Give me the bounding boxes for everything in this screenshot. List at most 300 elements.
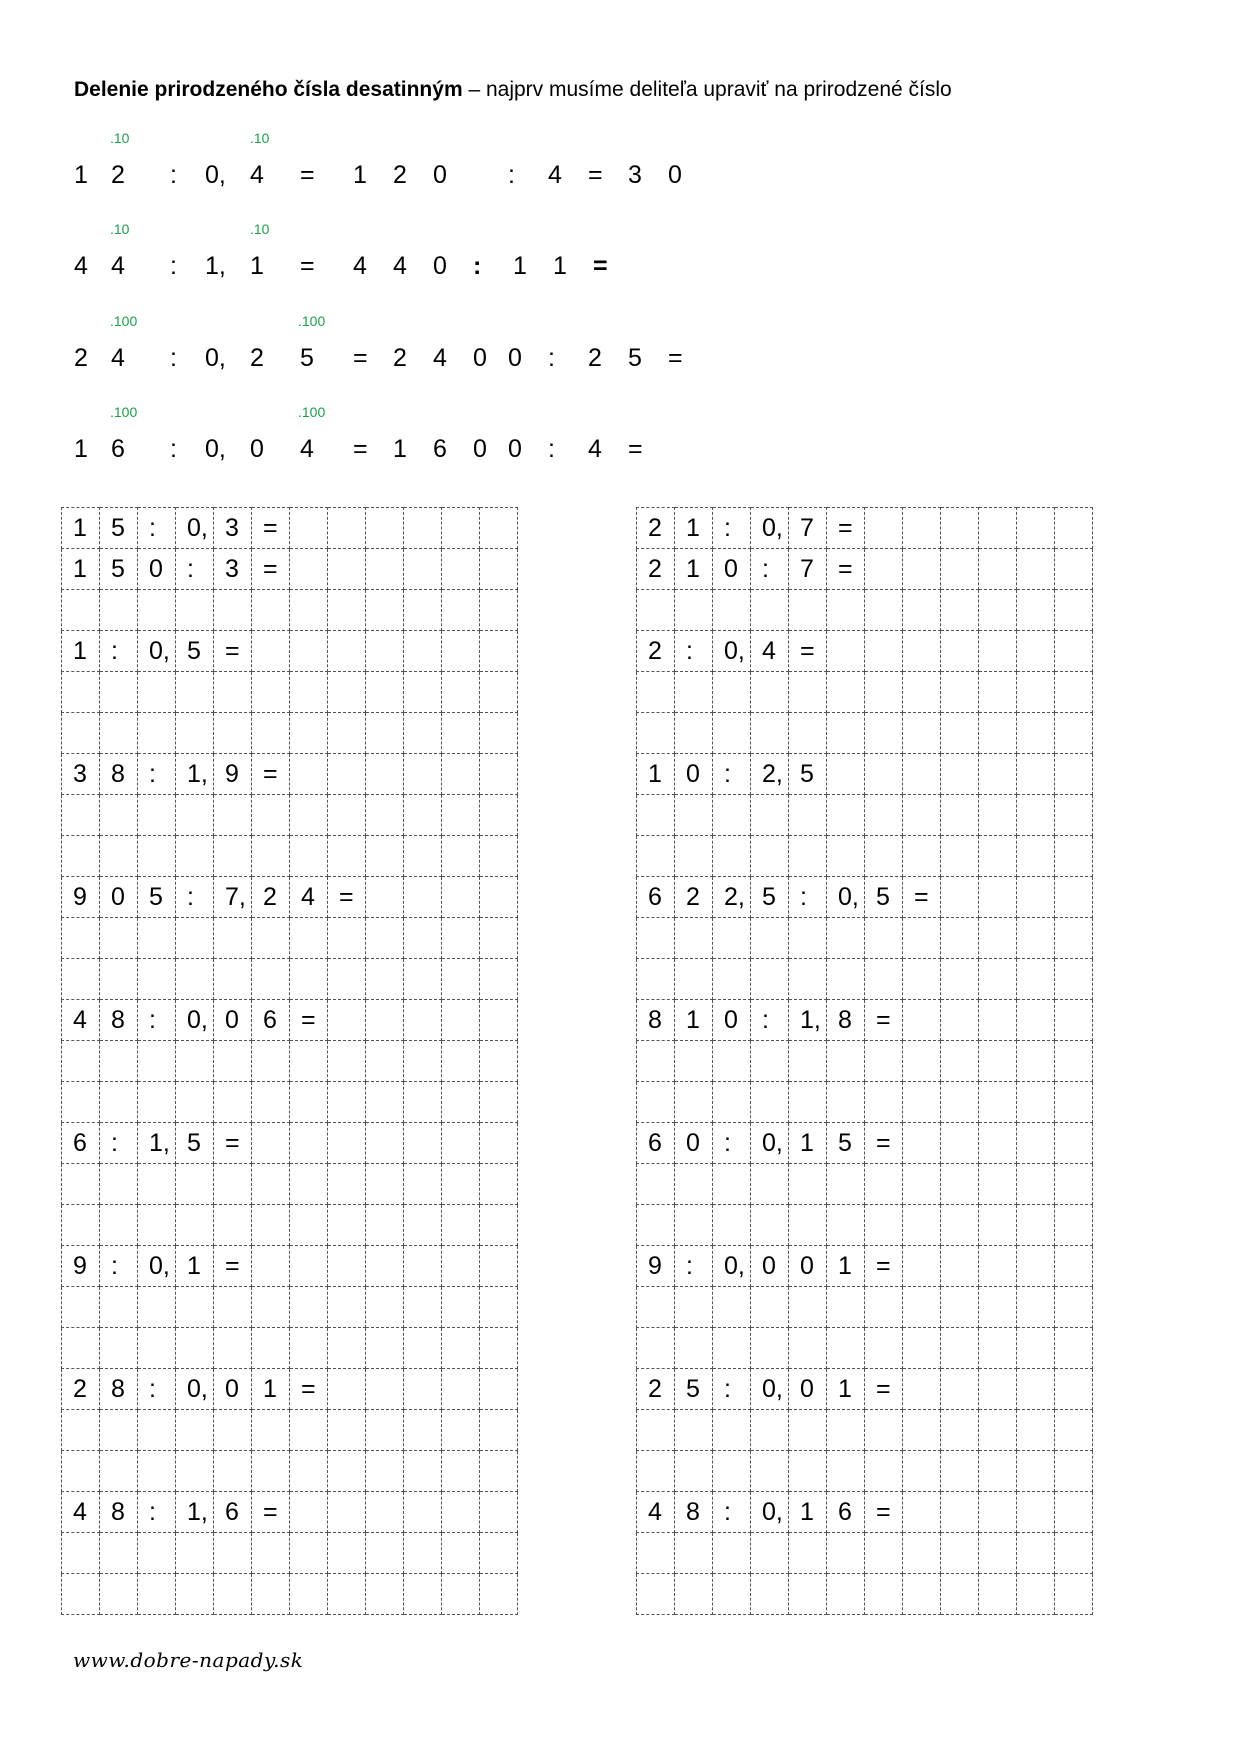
grid-cell[interactable] <box>751 959 789 1000</box>
grid-cell[interactable]: 2 <box>637 1369 675 1410</box>
grid-cell[interactable] <box>366 1492 404 1533</box>
grid-cell[interactable] <box>480 549 518 590</box>
grid-cell[interactable] <box>941 918 979 959</box>
grid-cell[interactable]: = <box>903 877 941 918</box>
grid-cell[interactable] <box>62 1205 100 1246</box>
grid-cell[interactable] <box>1017 1164 1055 1205</box>
grid-cell[interactable] <box>941 1205 979 1246</box>
grid-cell[interactable] <box>100 713 138 754</box>
grid-cell[interactable]: 2 <box>252 877 290 918</box>
grid-cell[interactable] <box>903 918 941 959</box>
grid-cell[interactable] <box>214 1328 252 1369</box>
grid-cell[interactable] <box>751 713 789 754</box>
grid-cell[interactable] <box>637 1164 675 1205</box>
grid-cell[interactable] <box>214 836 252 877</box>
grid-cell[interactable] <box>865 959 903 1000</box>
grid-cell[interactable]: : <box>100 631 138 672</box>
grid-cell[interactable]: 2 <box>675 877 713 918</box>
grid-cell[interactable] <box>480 672 518 713</box>
grid-cell[interactable] <box>442 959 480 1000</box>
grid-cell[interactable]: 1 <box>637 754 675 795</box>
grid-cell[interactable] <box>1055 1328 1093 1369</box>
grid-cell[interactable] <box>751 1287 789 1328</box>
grid-cell[interactable] <box>637 713 675 754</box>
grid-cell[interactable] <box>442 836 480 877</box>
grid-cell[interactable]: 8 <box>637 1000 675 1041</box>
grid-cell[interactable] <box>442 1287 480 1328</box>
grid-cell[interactable] <box>366 795 404 836</box>
grid-cell[interactable] <box>1055 1041 1093 1082</box>
grid-cell[interactable] <box>1017 918 1055 959</box>
grid-cell[interactable] <box>366 1164 404 1205</box>
grid-cell[interactable] <box>1017 1369 1055 1410</box>
grid-cell[interactable] <box>328 1328 366 1369</box>
grid-cell[interactable] <box>1055 713 1093 754</box>
grid-cell[interactable] <box>903 1205 941 1246</box>
grid-cell[interactable] <box>442 1574 480 1615</box>
grid-cell[interactable]: 5 <box>865 877 903 918</box>
grid-cell[interactable]: 6 <box>637 877 675 918</box>
grid-cell[interactable] <box>62 1533 100 1574</box>
grid-cell[interactable]: 1 <box>675 508 713 549</box>
grid-cell[interactable] <box>903 836 941 877</box>
grid-cell[interactable] <box>176 1205 214 1246</box>
grid-cell[interactable] <box>252 1041 290 1082</box>
grid-cell[interactable]: 6 <box>214 1492 252 1533</box>
grid-cell[interactable] <box>100 1205 138 1246</box>
grid-cell[interactable]: 0 <box>751 1246 789 1287</box>
grid-cell[interactable] <box>100 1328 138 1369</box>
grid-cell[interactable] <box>941 1000 979 1041</box>
grid-cell[interactable] <box>328 508 366 549</box>
grid-cell[interactable] <box>328 1287 366 1328</box>
grid-cell[interactable] <box>100 1451 138 1492</box>
grid-cell[interactable] <box>62 1328 100 1369</box>
grid-cell[interactable]: 5 <box>100 549 138 590</box>
grid-cell[interactable] <box>442 672 480 713</box>
grid-cell[interactable]: = <box>214 1123 252 1164</box>
grid-cell[interactable] <box>675 959 713 1000</box>
grid-cell[interactable] <box>252 836 290 877</box>
grid-cell[interactable] <box>290 795 328 836</box>
grid-cell[interactable] <box>751 1205 789 1246</box>
grid-cell[interactable] <box>442 1082 480 1123</box>
grid-cell[interactable] <box>979 1082 1017 1123</box>
grid-cell[interactable] <box>675 590 713 631</box>
grid-cell[interactable]: : <box>138 754 176 795</box>
grid-cell[interactable]: 0, <box>176 1000 214 1041</box>
grid-cell[interactable] <box>1017 1410 1055 1451</box>
grid-cell[interactable] <box>138 1205 176 1246</box>
grid-cell[interactable] <box>941 1041 979 1082</box>
grid-cell[interactable] <box>979 754 1017 795</box>
grid-cell[interactable] <box>865 795 903 836</box>
grid-cell[interactable] <box>442 1205 480 1246</box>
grid-cell[interactable] <box>480 1328 518 1369</box>
grid-cell[interactable] <box>713 1533 751 1574</box>
grid-cell[interactable] <box>713 1205 751 1246</box>
grid-cell[interactable] <box>941 1246 979 1287</box>
grid-cell[interactable] <box>404 631 442 672</box>
grid-cell[interactable] <box>789 959 827 1000</box>
grid-cell[interactable] <box>675 672 713 713</box>
grid-cell[interactable]: = <box>865 1369 903 1410</box>
grid-cell[interactable] <box>979 508 1017 549</box>
grid-cell[interactable] <box>637 1533 675 1574</box>
grid-cell[interactable] <box>941 1082 979 1123</box>
grid-cell[interactable] <box>366 1000 404 1041</box>
grid-cell[interactable] <box>214 590 252 631</box>
grid-cell[interactable] <box>366 1328 404 1369</box>
grid-cell[interactable] <box>865 1533 903 1574</box>
grid-cell[interactable] <box>480 1246 518 1287</box>
grid-cell[interactable] <box>903 1287 941 1328</box>
grid-cell[interactable] <box>62 1410 100 1451</box>
grid-cell[interactable] <box>903 1123 941 1164</box>
grid-cell[interactable] <box>903 508 941 549</box>
grid-cell[interactable] <box>1055 1164 1093 1205</box>
grid-cell[interactable] <box>637 1574 675 1615</box>
grid-cell[interactable] <box>328 1492 366 1533</box>
grid-cell[interactable] <box>941 590 979 631</box>
grid-cell[interactable]: 0 <box>789 1369 827 1410</box>
grid-cell[interactable] <box>789 1287 827 1328</box>
grid-cell[interactable] <box>328 1369 366 1410</box>
grid-cell[interactable] <box>290 1164 328 1205</box>
grid-cell[interactable]: : <box>176 549 214 590</box>
grid-cell[interactable] <box>1017 672 1055 713</box>
grid-cell[interactable]: : <box>713 1123 751 1164</box>
grid-cell[interactable] <box>480 1082 518 1123</box>
grid-cell[interactable] <box>480 590 518 631</box>
grid-cell[interactable] <box>637 795 675 836</box>
grid-cell[interactable] <box>404 836 442 877</box>
grid-cell[interactable]: 8 <box>100 1000 138 1041</box>
grid-cell[interactable] <box>865 1041 903 1082</box>
grid-cell[interactable]: : <box>176 877 214 918</box>
grid-cell[interactable]: 1 <box>62 631 100 672</box>
grid-cell[interactable] <box>480 1164 518 1205</box>
grid-cell[interactable] <box>979 1205 1017 1246</box>
grid-cell[interactable] <box>789 1328 827 1369</box>
grid-cell[interactable] <box>62 918 100 959</box>
grid-cell[interactable] <box>290 1410 328 1451</box>
grid-cell[interactable] <box>290 672 328 713</box>
grid-cell[interactable] <box>713 1451 751 1492</box>
grid-cell[interactable] <box>1055 1410 1093 1451</box>
grid-cell[interactable] <box>328 795 366 836</box>
grid-cell[interactable] <box>214 1574 252 1615</box>
grid-cell[interactable] <box>865 1082 903 1123</box>
grid-cell[interactable] <box>214 918 252 959</box>
grid-cell[interactable] <box>252 1246 290 1287</box>
grid-cell[interactable] <box>827 1205 865 1246</box>
grid-cell[interactable] <box>1055 795 1093 836</box>
grid-cell[interactable] <box>941 1574 979 1615</box>
grid-cell[interactable]: 0, <box>176 508 214 549</box>
grid-cell[interactable]: = <box>252 1492 290 1533</box>
grid-cell[interactable] <box>979 1164 1017 1205</box>
grid-cell[interactable] <box>138 1287 176 1328</box>
grid-cell[interactable] <box>290 1328 328 1369</box>
grid-cell[interactable] <box>442 1410 480 1451</box>
grid-cell[interactable] <box>865 1574 903 1615</box>
grid-cell[interactable] <box>903 672 941 713</box>
grid-cell[interactable]: 0, <box>751 1369 789 1410</box>
grid-cell[interactable] <box>366 672 404 713</box>
grid-cell[interactable] <box>328 836 366 877</box>
grid-cell[interactable] <box>480 959 518 1000</box>
grid-cell[interactable] <box>290 1205 328 1246</box>
grid-cell[interactable] <box>713 836 751 877</box>
grid-cell[interactable]: 2, <box>751 754 789 795</box>
grid-cell[interactable] <box>941 1369 979 1410</box>
grid-cell[interactable]: 1, <box>176 754 214 795</box>
grid-cell[interactable] <box>328 590 366 631</box>
grid-cell[interactable] <box>176 1082 214 1123</box>
grid-cell[interactable] <box>903 1533 941 1574</box>
grid-cell[interactable] <box>480 1000 518 1041</box>
grid-cell[interactable] <box>1017 1000 1055 1041</box>
grid-cell[interactable] <box>404 1205 442 1246</box>
grid-cell[interactable] <box>941 1533 979 1574</box>
grid-cell[interactable] <box>62 1082 100 1123</box>
grid-cell[interactable] <box>176 1287 214 1328</box>
grid-cell[interactable] <box>404 1246 442 1287</box>
grid-cell[interactable] <box>713 590 751 631</box>
grid-cell[interactable] <box>751 590 789 631</box>
grid-cell[interactable] <box>328 713 366 754</box>
grid-cell[interactable]: 5 <box>176 1123 214 1164</box>
grid-cell[interactable]: = <box>865 1492 903 1533</box>
grid-cell[interactable] <box>941 549 979 590</box>
grid-cell[interactable]: 1 <box>62 549 100 590</box>
grid-cell[interactable] <box>138 918 176 959</box>
grid-cell[interactable] <box>176 918 214 959</box>
grid-cell[interactable]: : <box>789 877 827 918</box>
grid-cell[interactable] <box>62 672 100 713</box>
grid-cell[interactable] <box>637 836 675 877</box>
grid-cell[interactable]: 0, <box>751 1123 789 1164</box>
grid-cell[interactable] <box>366 1123 404 1164</box>
grid-cell[interactable] <box>1017 713 1055 754</box>
grid-cell[interactable]: 2, <box>713 877 751 918</box>
grid-cell[interactable] <box>637 1451 675 1492</box>
grid-cell[interactable] <box>637 959 675 1000</box>
grid-cell[interactable] <box>252 1574 290 1615</box>
grid-cell[interactable] <box>176 1410 214 1451</box>
grid-cell[interactable]: 3 <box>62 754 100 795</box>
grid-cell[interactable] <box>1055 1000 1093 1041</box>
grid-cell[interactable] <box>865 672 903 713</box>
grid-cell[interactable] <box>865 1205 903 1246</box>
grid-cell[interactable] <box>214 1082 252 1123</box>
grid-cell[interactable] <box>62 1041 100 1082</box>
grid-cell[interactable] <box>637 1205 675 1246</box>
grid-cell[interactable] <box>789 590 827 631</box>
grid-cell[interactable] <box>979 1000 1017 1041</box>
grid-cell[interactable]: 3 <box>214 549 252 590</box>
grid-cell[interactable] <box>442 713 480 754</box>
grid-cell[interactable] <box>941 1410 979 1451</box>
grid-cell[interactable] <box>404 1533 442 1574</box>
grid-cell[interactable] <box>1017 959 1055 1000</box>
grid-cell[interactable] <box>176 795 214 836</box>
grid-cell[interactable] <box>903 754 941 795</box>
grid-cell[interactable]: 8 <box>675 1492 713 1533</box>
grid-cell[interactable] <box>480 1574 518 1615</box>
grid-cell[interactable] <box>62 713 100 754</box>
grid-cell[interactable] <box>979 1451 1017 1492</box>
grid-cell[interactable]: 7 <box>789 508 827 549</box>
grid-cell[interactable] <box>789 795 827 836</box>
grid-cell[interactable] <box>176 672 214 713</box>
grid-cell[interactable] <box>827 713 865 754</box>
grid-cell[interactable] <box>979 713 1017 754</box>
grid-cell[interactable]: 6 <box>827 1492 865 1533</box>
grid-cell[interactable]: : <box>713 1369 751 1410</box>
grid-cell[interactable] <box>366 1533 404 1574</box>
grid-cell[interactable] <box>941 713 979 754</box>
grid-cell[interactable]: 9 <box>62 877 100 918</box>
grid-cell[interactable] <box>941 672 979 713</box>
grid-cell[interactable] <box>865 1287 903 1328</box>
grid-cell[interactable] <box>789 1041 827 1082</box>
grid-cell[interactable] <box>214 1533 252 1574</box>
grid-cell[interactable]: 2 <box>637 631 675 672</box>
grid-cell[interactable] <box>176 590 214 631</box>
grid-cell[interactable] <box>903 1000 941 1041</box>
grid-cell[interactable] <box>176 1164 214 1205</box>
grid-cell[interactable] <box>290 631 328 672</box>
grid-cell[interactable] <box>62 1451 100 1492</box>
grid-cell[interactable] <box>328 1574 366 1615</box>
grid-cell[interactable] <box>176 836 214 877</box>
grid-cell[interactable] <box>789 1533 827 1574</box>
grid-cell[interactable]: 0 <box>214 1369 252 1410</box>
grid-cell[interactable] <box>713 1410 751 1451</box>
grid-cell[interactable]: 4 <box>62 1000 100 1041</box>
grid-cell[interactable] <box>290 549 328 590</box>
grid-cell[interactable] <box>404 1164 442 1205</box>
grid-cell[interactable] <box>1055 1123 1093 1164</box>
grid-cell[interactable] <box>328 1410 366 1451</box>
grid-cell[interactable] <box>366 1041 404 1082</box>
grid-cell[interactable] <box>252 672 290 713</box>
grid-cell[interactable] <box>979 590 1017 631</box>
grid-cell[interactable] <box>214 1041 252 1082</box>
grid-cell[interactable] <box>214 1410 252 1451</box>
grid-cell[interactable] <box>903 959 941 1000</box>
grid-cell[interactable] <box>941 836 979 877</box>
grid-cell[interactable] <box>100 918 138 959</box>
grid-cell[interactable] <box>404 1451 442 1492</box>
grid-cell[interactable] <box>865 713 903 754</box>
grid-cell[interactable] <box>138 1533 176 1574</box>
grid-cell[interactable] <box>1017 1041 1055 1082</box>
grid-cell[interactable] <box>328 959 366 1000</box>
grid-cell[interactable] <box>62 795 100 836</box>
grid-cell[interactable]: 5 <box>827 1123 865 1164</box>
grid-cell[interactable] <box>366 754 404 795</box>
grid-cell[interactable] <box>1055 1533 1093 1574</box>
grid-cell[interactable]: 4 <box>290 877 328 918</box>
grid-cell[interactable] <box>442 1123 480 1164</box>
grid-cell[interactable] <box>751 1410 789 1451</box>
grid-cell[interactable] <box>176 1533 214 1574</box>
grid-cell[interactable]: 3 <box>214 508 252 549</box>
grid-cell[interactable] <box>442 549 480 590</box>
grid-cell[interactable] <box>442 1000 480 1041</box>
grid-cell[interactable] <box>865 754 903 795</box>
grid-cell[interactable] <box>290 1246 328 1287</box>
grid-cell[interactable] <box>827 672 865 713</box>
grid-cell[interactable] <box>442 754 480 795</box>
grid-cell[interactable]: 0 <box>214 1000 252 1041</box>
grid-cell[interactable] <box>675 1410 713 1451</box>
grid-cell[interactable] <box>176 1451 214 1492</box>
grid-cell[interactable] <box>328 549 366 590</box>
grid-cell[interactable] <box>404 713 442 754</box>
grid-cell[interactable] <box>1017 1287 1055 1328</box>
grid-cell[interactable] <box>290 590 328 631</box>
grid-cell[interactable]: : <box>751 549 789 590</box>
grid-cell[interactable] <box>903 1082 941 1123</box>
grid-cell[interactable]: : <box>100 1123 138 1164</box>
grid-cell[interactable] <box>827 1451 865 1492</box>
grid-cell[interactable] <box>328 1164 366 1205</box>
grid-cell[interactable] <box>1055 1205 1093 1246</box>
grid-cell[interactable] <box>827 836 865 877</box>
grid-cell[interactable] <box>827 1164 865 1205</box>
grid-cell[interactable] <box>404 1123 442 1164</box>
grid-cell[interactable] <box>442 590 480 631</box>
grid-cell[interactable] <box>290 713 328 754</box>
grid-cell[interactable] <box>789 836 827 877</box>
grid-cell[interactable] <box>252 1082 290 1123</box>
grid-cell[interactable]: 6 <box>62 1123 100 1164</box>
grid-cell[interactable] <box>442 877 480 918</box>
grid-cell[interactable] <box>366 877 404 918</box>
grid-cell[interactable] <box>252 1205 290 1246</box>
grid-cell[interactable] <box>637 590 675 631</box>
grid-cell[interactable] <box>366 1082 404 1123</box>
grid-cell[interactable] <box>979 672 1017 713</box>
grid-cell[interactable] <box>404 795 442 836</box>
grid-cell[interactable]: = <box>290 1000 328 1041</box>
grid-cell[interactable] <box>941 754 979 795</box>
grid-cell[interactable] <box>366 836 404 877</box>
grid-cell[interactable] <box>442 1369 480 1410</box>
grid-cell[interactable] <box>290 1082 328 1123</box>
grid-cell[interactable] <box>480 1041 518 1082</box>
grid-cell[interactable] <box>138 1082 176 1123</box>
grid-cell[interactable] <box>328 1451 366 1492</box>
grid-cell[interactable]: 0, <box>138 631 176 672</box>
grid-cell[interactable] <box>480 508 518 549</box>
grid-cell[interactable] <box>675 1287 713 1328</box>
grid-cell[interactable]: = <box>865 1000 903 1041</box>
grid-cell[interactable] <box>404 1574 442 1615</box>
grid-cell[interactable] <box>252 1451 290 1492</box>
grid-cell[interactable] <box>480 918 518 959</box>
grid-cell[interactable] <box>138 1574 176 1615</box>
grid-cell[interactable]: 1 <box>675 549 713 590</box>
grid-cell[interactable] <box>328 754 366 795</box>
grid-cell[interactable] <box>1055 1451 1093 1492</box>
grid-cell[interactable] <box>941 1451 979 1492</box>
grid-cell[interactable] <box>366 631 404 672</box>
